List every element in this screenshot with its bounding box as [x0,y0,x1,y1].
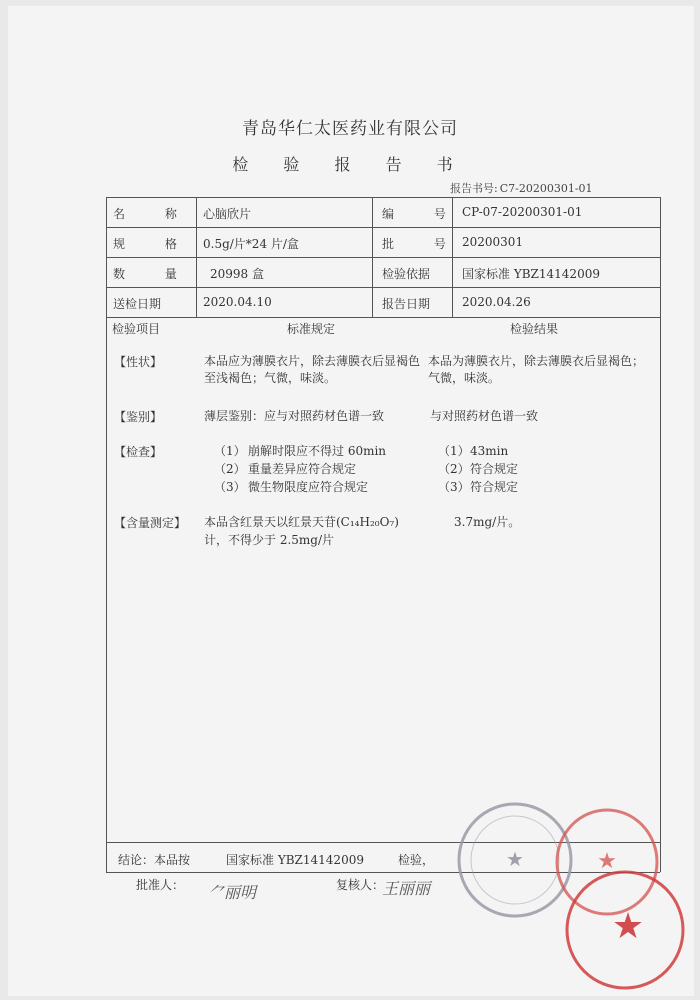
conclusion-label: 结论：本品按 [118,853,191,867]
assay-result: 3.7mg/片。 [454,515,521,529]
column-result: 检验结果 [510,322,559,336]
name-label: 名 称 [113,207,195,221]
inspect-item-standard: 崩解时限应不得过 60min [248,444,387,458]
inspect-item-no: （2） [214,462,246,476]
traits-label: 【性状】 [114,355,163,369]
submit-date-label: 送检日期 [113,297,162,311]
identify-standard: 薄层鉴别：应与对照药材色谱一致 [204,409,385,423]
conclusion-basis: 国家标准 YBZ14142009 [226,853,364,867]
reviewer-signature: 王丽丽 [382,879,431,898]
table-divider [372,197,373,317]
traits-result: 本品为薄膜衣片，除去薄膜衣后显褐色；气微，味淡。 [428,354,645,385]
spec-label: 规 格 [113,237,195,251]
code-value: CP-07-20200301-01 [462,205,583,219]
report-date-value: 2020.04.26 [462,295,531,309]
table-line [106,287,660,288]
approver-signature: ⺈丽明 [208,883,257,902]
identify-result: 与对照药材色谱一致 [430,409,539,423]
name-value: 心脑欣片 [203,207,252,221]
traits-standard: 本品应为薄膜衣片，除去薄膜衣后显褐色至浅褐色；气微，味淡。 [204,354,421,385]
inspect-item-result: 43min [470,444,509,458]
company-name: 青岛华仁太医药业有限公司 [242,119,458,139]
report-number [448,180,593,196]
company-seal-stamp [525,792,685,992]
column-item: 检验项目 [112,322,161,336]
submit-date-value: 2020.04.10 [203,295,272,309]
table-line [106,227,660,228]
inspect-item-standard: 微生物限度应符合规定 [248,480,369,494]
quantity-value: 20998 盒 [210,267,264,281]
table-line [106,197,660,198]
inspect-item-no: （1） [214,444,246,458]
inspect-item-result: 符合规定 [470,480,519,494]
svg-text:★: ★ [611,906,645,947]
batch-label: 批 号 [382,237,464,251]
table-line [106,257,660,258]
assay-standard-line1: 本品含红景天以红景天苷(C₁₄H₂₀O₇) [204,515,399,529]
inspect-result-no: （3） [438,480,470,494]
report-date-label: 报告日期 [382,297,431,311]
basis-label: 检验依据 [382,267,431,281]
spec-value: 0.5g/片*24 片/盒 [203,237,299,251]
reviewer-label: 复核人： [336,878,385,892]
conclusion-tail: 检验， [398,853,435,867]
table-line [106,317,660,318]
table-border-left [106,197,107,872]
batch-value: 20200301 [462,235,524,249]
code-label: 编 号 [382,207,464,221]
inspect-result-no: （2） [438,462,470,476]
table-divider [196,197,197,317]
inspect-item-result: 符合规定 [470,462,519,476]
svg-text:★: ★ [506,847,524,871]
column-standard: 标准规定 [287,322,336,336]
approver-label: 批准人： [136,878,185,892]
assay-standard-line2: 计，不得少于 2.5mg/片 [204,533,335,547]
table-border-right [660,197,661,872]
inspect-item-no: （3） [214,480,246,494]
inspect-item-standard: 重量差异应符合规定 [248,462,357,476]
report-number-label: 报告书号: [450,182,498,195]
inspect-result-no: （1） [438,444,470,458]
assay-label: 【含量测定】 [114,516,187,530]
document-title: 检 验 报 告 书 [232,155,468,174]
basis-value: 国家标准 YBZ14142009 [462,267,600,281]
report-number-value: C7-20200301-01 [499,182,593,195]
inspect-label: 【检查】 [114,445,163,459]
identify-label: 【鉴别】 [114,410,163,424]
svg-text:★: ★ [597,849,617,874]
quantity-label: 数 量 [113,267,195,281]
